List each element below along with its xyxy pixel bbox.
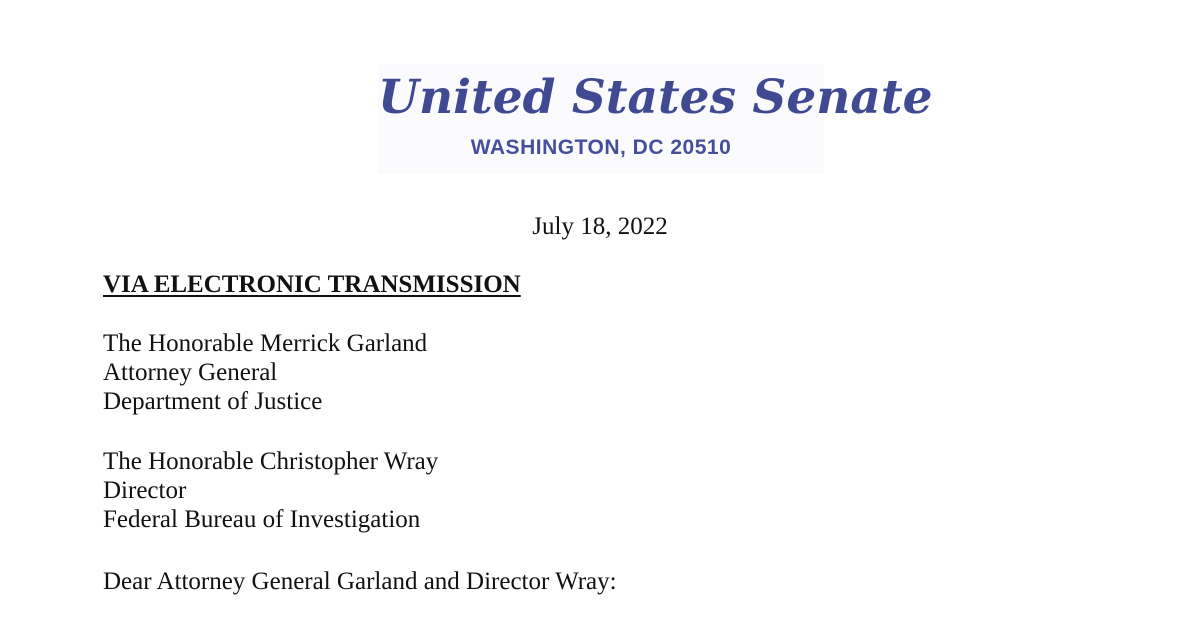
addressee-organization: Federal Bureau of Investigation (103, 506, 421, 533)
addressee-title: Attorney General (103, 359, 278, 386)
addressee-title: Director (103, 477, 187, 504)
addressee-name: The Honorable Merrick Garland (103, 330, 428, 357)
addressee-organization: Department of Justice (103, 388, 323, 415)
senate-letterhead (378, 64, 933, 174)
addressee-block-fbi-director (103, 447, 438, 534)
letterhead-address: WASHINGTON, DC 20510 (470, 136, 732, 159)
letterhead-title: United States Senate (378, 70, 933, 125)
addressee-name: The Honorable Christopher Wray (103, 448, 439, 475)
letter-date: July 18, 2022 (532, 213, 668, 240)
salutation: Dear Attorney General Garland and Director Wray: (103, 568, 617, 595)
transmission-heading: VIA ELECTRONIC TRANSMISSION (103, 271, 521, 298)
addressee-block-attorney-general (103, 329, 427, 416)
